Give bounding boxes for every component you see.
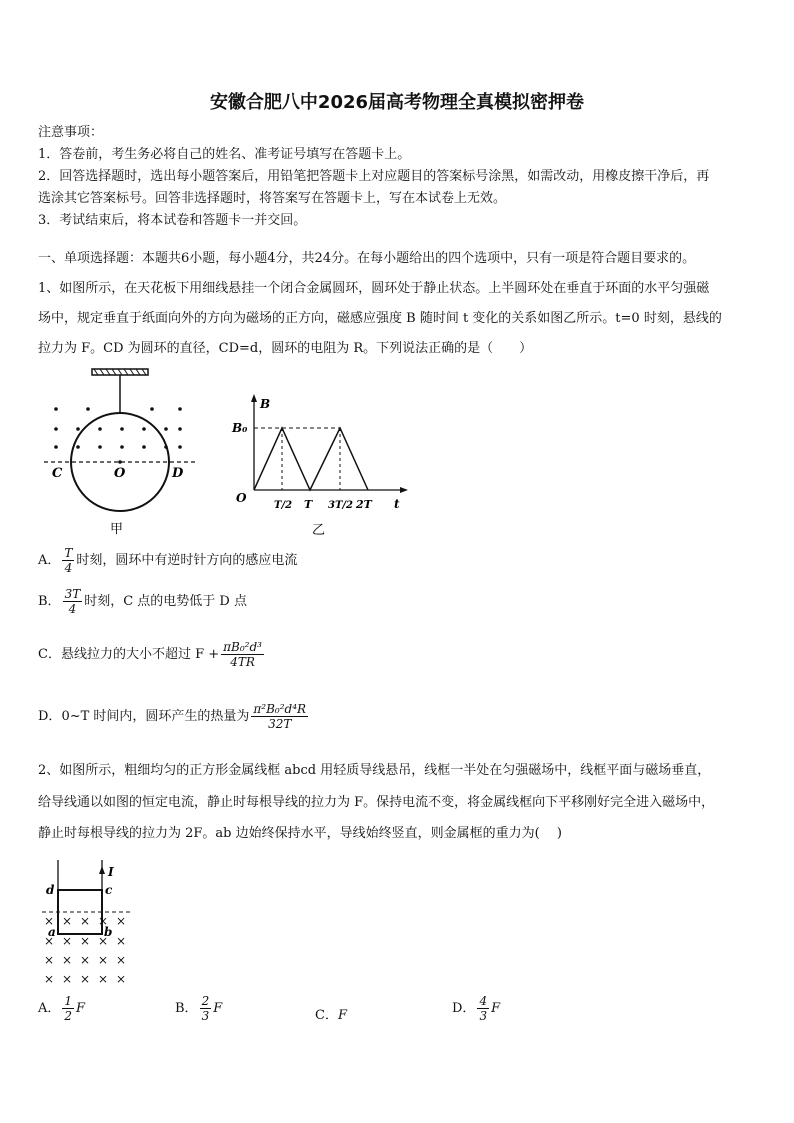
current-label: I — [108, 865, 114, 879]
point-c-label: C — [52, 466, 63, 481]
option-d-fraction: $\frac{\text{π²B₀²d⁴R}}{32T}$ — [253, 702, 307, 731]
corner-c-label: c — [105, 883, 113, 897]
q1-option-c[interactable] — [38, 640, 266, 669]
section-heading: 一、单项选择题：本题共6小题，每小题4分，共24分。在每小题给出的四个选项中，只有一项是符合题目要求的。 — [38, 251, 696, 266]
q2-line-3: 静止时每根导线的拉力为 2F。ab 边始终保持水平，导线始终竖直，则金属框的重力为( ) — [38, 826, 562, 841]
option-a-text: 时刻，圆环中有逆时针方向的感应电流 — [76, 553, 298, 568]
option-b-fraction: $\frac{3T}{4}$ — [64, 587, 81, 616]
option-b-label: B． — [38, 594, 61, 609]
svg-text:×: × — [80, 953, 91, 967]
svg-text:×: × — [44, 953, 55, 967]
svg-text:×: × — [98, 934, 109, 948]
point-o-label: O — [114, 466, 126, 481]
q1-figure-left — [30, 365, 210, 540]
option-c-fraction: $\frac{\text{πB₀²d³}}{4TR}$ — [223, 640, 262, 669]
q2-option-a[interactable] — [38, 994, 85, 1023]
q2-option-a-label: A． — [38, 1001, 61, 1016]
svg-text:×: × — [98, 953, 109, 967]
q2-option-c-text: F — [337, 1008, 347, 1023]
svg-text:×: × — [44, 914, 55, 928]
q2-option-c-label: C． — [315, 1008, 338, 1023]
option-c-label: C． — [38, 647, 61, 662]
notice-item-2: 2．回答选择题时，选出每小题答案后，用铅笔把答题卡上对应题目的答案标号涂黑，如需改动，用橡皮擦干净后，再 — [38, 169, 710, 184]
axis-y-label: B — [260, 397, 271, 411]
q2-option-d-fraction: $\frac{4}{3}$ — [479, 994, 488, 1023]
q2-option-d-tail: F — [491, 1001, 501, 1016]
svg-text:×: × — [80, 972, 91, 986]
svg-text:×: × — [62, 953, 73, 967]
svg-text:×: × — [116, 914, 127, 928]
svg-text:×: × — [98, 914, 109, 928]
q2-line-2: 给导线通以如图的恒定电流，静止时每根导线的拉力为 F。保持电流不变，将金属线框向下平移刚好完全进入磁场中， — [38, 795, 715, 810]
svg-text:×: × — [80, 934, 91, 948]
q1-option-d[interactable] — [38, 702, 310, 731]
svg-text:×: × — [62, 934, 73, 948]
option-b-text: 时刻，C 点的电势低于 D 点 — [84, 594, 247, 609]
option-a-fraction: $\frac{T}{4}$ — [64, 546, 73, 575]
x-tick-three-half-t: 3T/2 — [328, 500, 354, 511]
q1-line-1: 1、如图所示，在天花板下用细线悬挂一个闭合金属圆环，圆环处于静止状态。上半圆环处在垂直于环面的水平匀强磁 — [38, 281, 710, 296]
figure-jia-label: 甲 — [110, 522, 124, 537]
corner-b-label: b — [104, 925, 113, 939]
q1-figure-right — [228, 392, 413, 542]
q2-option-a-fraction: $\frac{1}{2}$ — [64, 994, 73, 1023]
svg-text:×: × — [116, 972, 127, 986]
svg-text:×: × — [44, 934, 55, 948]
axis-origin: O — [236, 491, 247, 505]
figure-yi-label: 乙 — [312, 523, 326, 538]
q1-line-3: 拉力为 F。CD 为圆环的直径，CD=d，圆环的电阻为 R。下列说法正确的是（ ） — [38, 341, 533, 356]
option-d-label: D． — [38, 709, 62, 724]
svg-text:×: × — [98, 972, 109, 986]
q2-option-a-tail: F — [76, 1001, 86, 1016]
notice-item-3: 3．考试结束后，将本试卷和答题卡一并交回。 — [38, 213, 307, 228]
q1-option-b[interactable] — [38, 587, 247, 616]
point-d-label: D — [172, 466, 184, 481]
q2-option-c[interactable] — [315, 1004, 347, 1023]
q2-option-b-label: B． — [175, 1001, 198, 1016]
option-d-text: 0~T 时间内，圆环产生的热量为 — [61, 709, 250, 724]
svg-text:×: × — [80, 914, 91, 928]
notice-heading: 注意事项： — [38, 125, 104, 140]
svg-text:×: × — [62, 914, 73, 928]
q2-option-d[interactable] — [452, 994, 500, 1023]
corner-a-label: a — [48, 925, 56, 939]
q2-option-b[interactable] — [175, 994, 222, 1023]
x-tick-half-t: T/2 — [274, 500, 293, 511]
q2-option-b-tail: F — [213, 1001, 223, 1016]
q2-figure — [38, 856, 148, 986]
notice-item-1: 1．答卷前，考生务必将自己的姓名、准考证号填写在答题卡上。 — [38, 147, 411, 162]
q2-option-d-label: D． — [452, 1001, 476, 1016]
svg-text:×: × — [116, 934, 127, 948]
q1-line-2: 场中，规定垂直于纸面向外的方向为磁场的正方向，磁感应强度 B 随时间 t 变化的关系如图乙所示。t=0 时刻，悬线的 — [38, 311, 722, 326]
x-tick-t: T — [304, 498, 313, 511]
option-c-text: 悬线拉力的大小不超过 F + — [60, 647, 220, 662]
corner-d-label: d — [46, 883, 55, 897]
q2-line-1: 2、如图所示，粗细均匀的正方形金属线框 abcd 用轻质导线悬吊，线框一半处在匀强磁场中，线框平面与磁场垂直， — [38, 763, 711, 778]
axis-y-tick: B₀ — [232, 421, 248, 435]
svg-text:×: × — [116, 953, 127, 967]
x-tick-2t: 2T — [356, 498, 372, 511]
q2-option-b-fraction: $\frac{2}{3}$ — [201, 994, 210, 1023]
axis-x-label: t — [394, 497, 400, 511]
option-a-label: A． — [38, 553, 61, 568]
q1-option-a[interactable] — [38, 546, 297, 575]
svg-text:×: × — [44, 972, 55, 986]
svg-text:×: × — [62, 972, 73, 986]
notice-item-2-cont: 选涂其它答案标号。回答非选择题时，将答案写在答题卡上，写在本试卷上无效。 — [38, 191, 507, 206]
page-title: 安徽合肥八中2026届高考物理全真模拟密押卷 — [209, 92, 585, 113]
